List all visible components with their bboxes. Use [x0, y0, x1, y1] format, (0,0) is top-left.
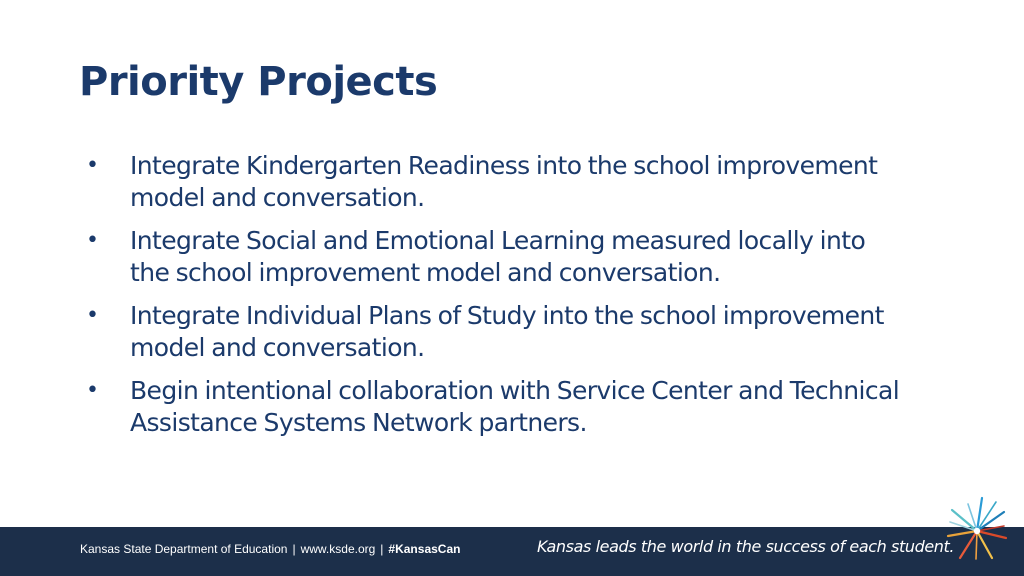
footer-separator: |	[292, 542, 296, 556]
footer-org-info	[80, 541, 460, 557]
bullet-item	[80, 225, 910, 289]
bullet-marker: •	[86, 153, 99, 178]
bullet-list	[80, 150, 910, 450]
bullet-item	[80, 300, 910, 364]
footer-hashtag: #KansasCan	[388, 542, 461, 556]
footer-website-link[interactable]: www.ksde.org	[300, 542, 376, 556]
footer-separator: |	[380, 542, 384, 556]
bullet-text: Begin intentional collaboration with Service Center and Technical Assistance Systems Network partners.	[130, 376, 900, 437]
bullet-text: Integrate Individual Plans of Study into the school improvement model and conversation.	[130, 301, 884, 362]
bullet-marker: •	[86, 303, 99, 328]
bullet-item	[80, 375, 910, 439]
bullet-text: Integrate Kindergarten Readiness into the school improvement model and conversation.	[130, 151, 878, 212]
bullet-marker: •	[86, 378, 99, 403]
kansas-star-icon	[946, 496, 1008, 560]
bullet-item	[80, 150, 910, 214]
bullet-marker: •	[86, 228, 99, 253]
bullet-text: Integrate Social and Emotional Learning measured locally into the school improvement model and conversation.	[130, 226, 866, 287]
slide-title: Priority Projects	[79, 59, 438, 105]
footer-tagline: Kansas leads the world in the success of each student.	[537, 537, 955, 556]
footer-org-name: Kansas State Department of Education	[80, 542, 288, 556]
